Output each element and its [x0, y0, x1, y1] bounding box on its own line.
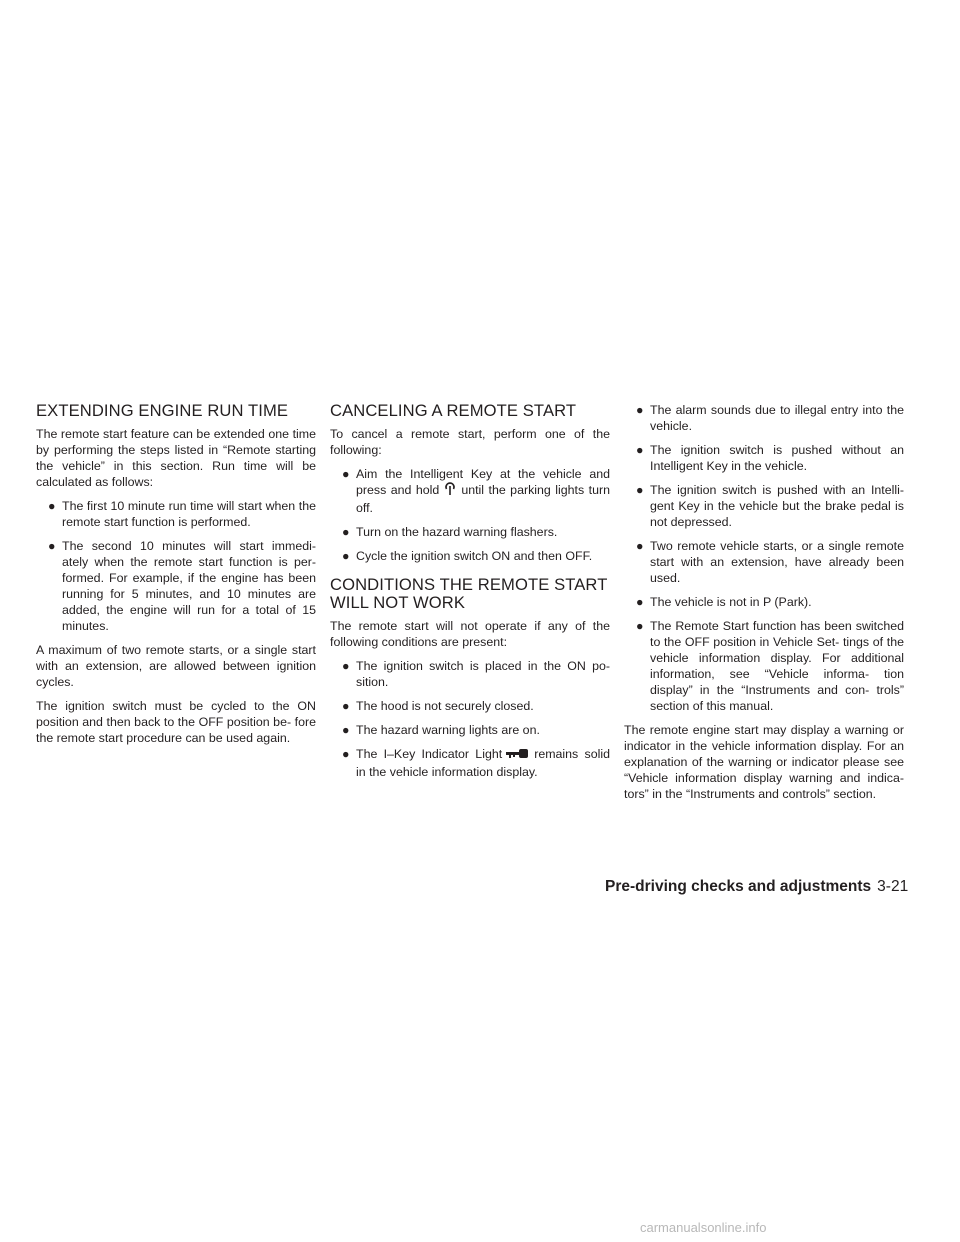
- ikey-indicator-icon: [506, 748, 530, 764]
- list-item-text: The alarm sounds due to illegal entry into the vehicle.: [650, 403, 904, 433]
- paragraph-conditions-intro: The remote start will not operate if any of the following conditions are present:: [330, 619, 610, 649]
- heading-extending-engine-run-time: EXTENDING ENGINE RUN TIME: [36, 401, 289, 420]
- bullet: ●: [342, 525, 350, 539]
- bullet: ●: [342, 549, 350, 563]
- list-item: [624, 402, 904, 434]
- list-item-text: Turn on the hazard warning flashers.: [356, 525, 558, 539]
- list-item: [330, 722, 610, 738]
- bullet: ●: [636, 619, 644, 633]
- list-item: [624, 442, 904, 474]
- conditions-list-continued: [624, 402, 904, 714]
- list-item: [330, 524, 610, 540]
- footer-section-title: Pre-driving checks and adjustments: [605, 878, 872, 895]
- list-item-text: The hazard warning lights are on.: [356, 723, 540, 737]
- bullet: ●: [342, 467, 350, 481]
- list-item-text: The Remote Start function has been switched to the OFF position in Vehicle Set- tings of the vehicle information display. For additional information, see “Vehicle informa- tion display” in the “Instruments and con- trols” section of this manual.: [650, 619, 904, 713]
- list-item-text: Cycle the ignition switch ON and then OFF.: [356, 549, 593, 563]
- bullet: ●: [48, 499, 56, 513]
- run-time-list: [36, 498, 316, 634]
- column-canceling-remote-start: [330, 402, 610, 788]
- list-item: [330, 658, 610, 690]
- list-item-text: The I–Key Indicator Light: [356, 747, 503, 761]
- list-item-text: The ignition switch is pushed without an Intelligent Key in the vehicle.: [650, 443, 904, 473]
- list-item-text: The ignition switch is placed in the ON po- sition.: [356, 659, 610, 689]
- list-item-text: The hood is not securely closed.: [356, 699, 534, 713]
- bullet: ●: [636, 443, 644, 457]
- list-item-text: The vehicle is not in P (Park).: [650, 595, 812, 609]
- paragraph-ignition-cycle: The ignition switch must be cycled to the ON position and then back to the OFF position be- fore the remote start procedure can be used again.: [36, 699, 316, 745]
- list-item-text: remains solid in the vehicle information display.: [356, 747, 610, 779]
- bullet: ●: [342, 659, 350, 673]
- list-item: [330, 466, 610, 516]
- column-conditions-continued: [624, 402, 904, 810]
- list-item: [36, 498, 316, 530]
- remote-start-icon: [443, 482, 457, 500]
- list-item: [624, 538, 904, 586]
- bullet: ●: [636, 483, 644, 497]
- page-number: 3-21: [877, 878, 909, 895]
- bullet: ●: [636, 595, 644, 609]
- bullet: ●: [636, 539, 644, 553]
- list-item-text: The first 10 minute run time will start when the remote start function is performed.: [62, 499, 316, 529]
- conditions-list: [330, 658, 610, 780]
- watermark: carmanualsonline.info: [640, 1220, 767, 1235]
- list-item: [624, 482, 904, 530]
- list-item-text: until the parking lights turn off.: [356, 483, 610, 515]
- list-item-text: The ignition switch is pushed with an Intelli- gent Key in the vehicle but the brake pedal is not depressed.: [650, 483, 904, 529]
- paragraph-intro: The remote start feature can be extended one time by performing the steps listed in “Remote starting the vehicle” in this section. Run time will be calculated as follows:: [36, 427, 316, 489]
- paragraph-max-starts: A maximum of two remote starts, or a single start with an extension, are allowed between ignition cycles.: [36, 643, 316, 689]
- list-item: [330, 698, 610, 714]
- list-item-text: Aim the Intelligent Key at the vehicle and press and hold: [356, 467, 610, 497]
- list-item: [624, 594, 904, 610]
- list-item: [624, 618, 904, 714]
- cancel-list: [330, 466, 610, 564]
- list-item: [330, 548, 610, 564]
- bullet: ●: [342, 747, 350, 761]
- bullet: ●: [342, 723, 350, 737]
- bullet: ●: [48, 539, 56, 553]
- paragraph-warning-indicator: The remote engine start may display a warning or indicator in the vehicle information display. For an explanation of the warning or indicator please see “Vehicle information display warning and indica- tors” in the “Instruments and controls” section.: [624, 723, 904, 801]
- bullet: ●: [342, 699, 350, 713]
- column-extending-run-time: [36, 402, 316, 754]
- heading-canceling-remote-start: CANCELING A REMOTE START: [330, 401, 577, 420]
- page-footer: [605, 877, 908, 897]
- list-item-text: Two remote vehicle starts, or a single remote start with an extension, have already been used.: [650, 539, 904, 585]
- list-item: [36, 538, 316, 634]
- paragraph-cancel-intro: To cancel a remote start, perform one of the following:: [330, 427, 610, 457]
- list-item: [330, 746, 610, 780]
- list-item-text: The second 10 minutes will start immedi- ately when the remote start function is per- formed. For example, if the engine has been running for 5 minutes, and 10 minutes are added, the engine will run for a total of 15 minutes.: [62, 539, 316, 633]
- bullet: ●: [636, 403, 644, 417]
- heading-conditions-not-work: CONDITIONS THE REMOTE START WILL NOT WORK: [330, 575, 608, 612]
